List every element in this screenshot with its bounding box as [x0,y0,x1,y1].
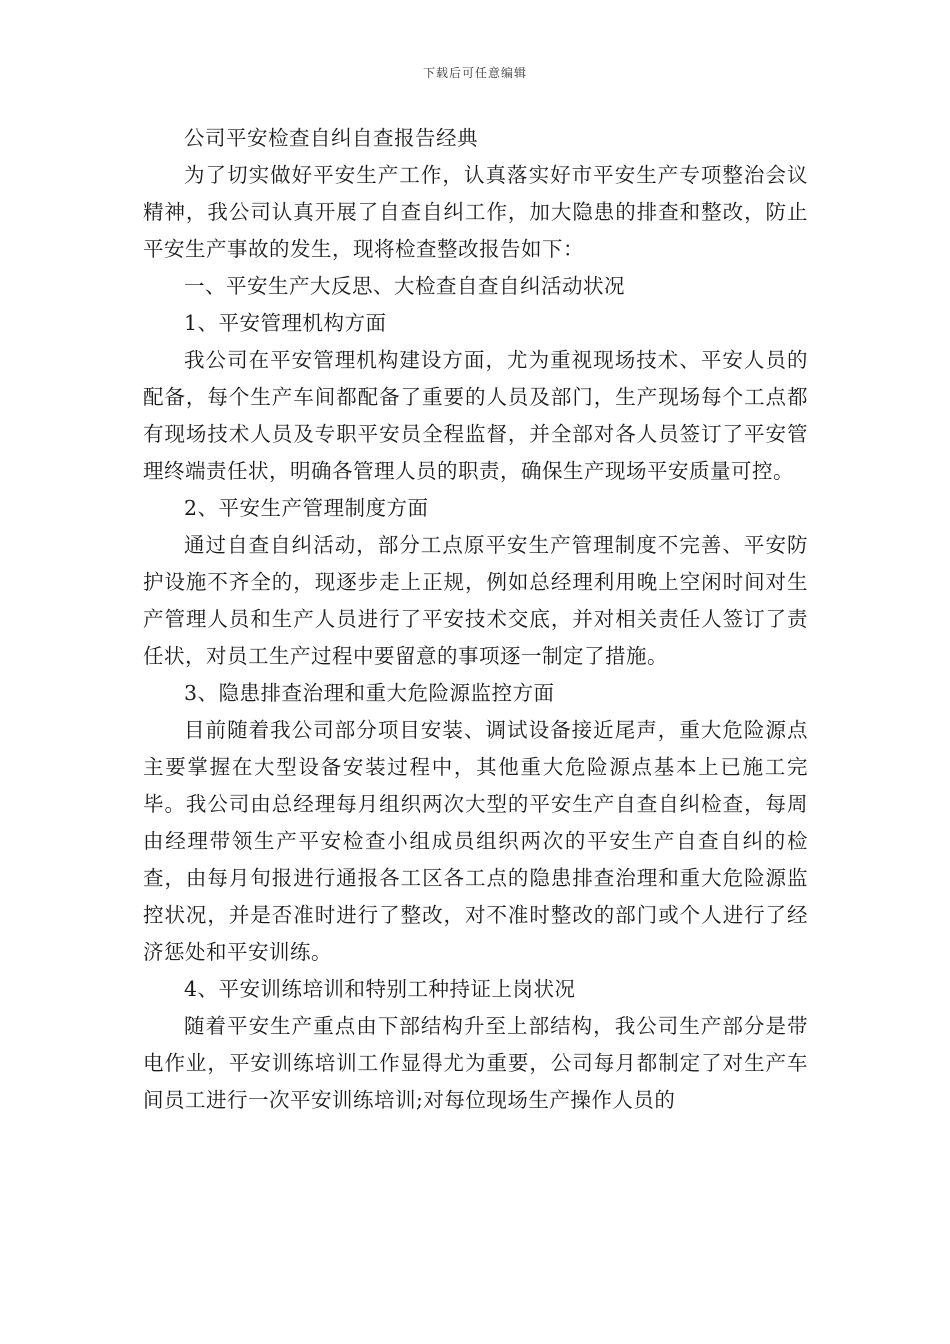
paragraph: 目前随着我公司部分项目安装、调试设备接近尾声，重大危险源点主要掌握在大型设备安装过程中，其他重大危险源点基本上已施工完毕。我公司由总经理每月组织两次大型的平安生产自查自纠检查，每周由经理带领生产平安检查小组成员组织两次的平安生产自查自纠的检查，由每月旬报进行通报各工区各工点的隐患排查治理和重大危险源监控状况，并是否准时进行了整改，对不准时整改的部门或个人进行了经济惩处和平安训练。 [143,718,808,964]
paragraph: 我公司在平安管理机构建设方面，尤为重视现场技术、平安人员的配备，每个生产车间都配备了重要的人员及部门，生产现场每个工点都有现场技术人员及专职平安员全程监督，并全部对各人员签订了平安管理终端责任状，明确各管理人员的职责，确保生产现场平安质量可控。 [143,348,808,483]
page-header-note: 下载后可任意编辑 [422,66,527,80]
paragraph: 通过自查自纠活动，部分工点原平安生产管理制度不完善、平安防护设施不齐全的，现逐步走上正规，例如总经理利用晚上空闲时间对生产管理人员和生产人员进行了平安技术交底，并对相关责任人签订了责任状，对员工生产过程中要留意的事项逐一制定了措施。 [143,533,808,668]
paragraph: 随着平安生产重点由下部结构升至上部结构，我公司生产部分是带电作业，平安训练培训工作显得尤为重要，公司每月都制定了对生产车间员工进行一次平安训练培训;对每位现场生产操作人员的 [143,1014,808,1112]
section-heading: 一、平安生产大反思、大检查自查自纠活动状况 [184,274,625,298]
document-title: 公司平安检查自纠自查报告经典 [184,126,478,150]
paragraph-intro: 为了切实做好平安生产工作，认真落实好市平安生产专项整治会议精神，我公司认真开展了自查自纠工作，加大隐患的排查和整改，防止平安生产事故的发生，现将检查整改报告如下： [143,163,808,261]
subsection-heading: 3、隐患排查治理和重大危险源监控方面 [184,681,555,705]
subsection-heading: 2、平安生产管理制度方面 [184,496,429,520]
subsection-heading: 1、平安管理机构方面 [184,311,387,335]
document-body [143,120,808,1119]
subsection-heading: 4、平安训练培训和特别工种持证上岗状况 [184,977,576,1001]
